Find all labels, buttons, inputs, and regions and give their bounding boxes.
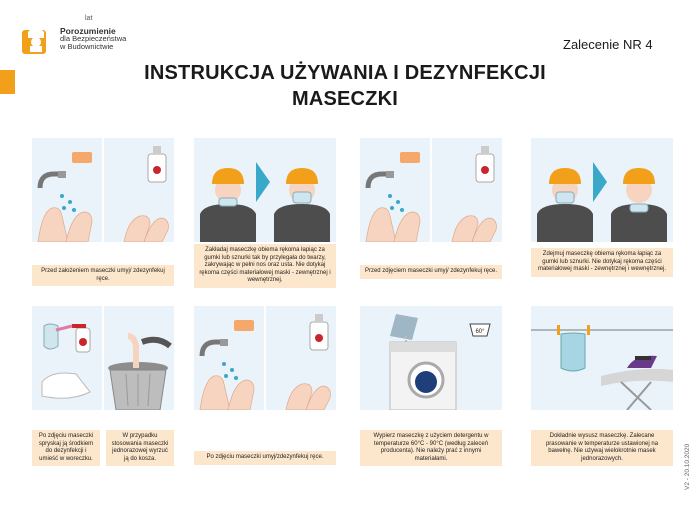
- org-name-line3: w Budownictwie: [60, 42, 114, 51]
- step2-illustration: [194, 138, 336, 242]
- title-line2: MASECZKI: [291, 88, 399, 110]
- step1-illustration: [32, 138, 174, 242]
- worker-icon: [611, 168, 667, 242]
- soap-icon: [234, 320, 254, 331]
- worker-icon: [274, 168, 330, 242]
- recommendation-number: Zalecenie NR 4: [563, 37, 653, 52]
- step8-illustration: [531, 306, 673, 410]
- step7-caption: Wypierz maseczkę z użyciem detergentu w temperaturze 60°C - 90°C (według zaleceń producenta). Nie należy prać z innymi materiałami.: [360, 430, 502, 466]
- faucet-icon: [202, 339, 228, 356]
- step7-illustration: [360, 306, 502, 410]
- water-drops-icon: [222, 362, 238, 380]
- faucet-icon: [368, 171, 394, 188]
- soap-icon: [72, 152, 92, 163]
- step6-caption: Po zdjęciu maseczki umyj/zdezynfekuj ręce.: [194, 451, 336, 465]
- step4-caption: Zdejmuj maseczkę obiema rękoma łapiąc za gumki lub sznurki. Nie dotykaj rękoma części materiałowej maski - zewnętrznej i wewnętrznej.: [531, 248, 673, 277]
- step3-caption: Przed zdjęciem maseczki umyj/ zdezynfekuj ręce.: [360, 265, 502, 279]
- bin-icon: [108, 336, 170, 410]
- wash-60-icon: [470, 324, 490, 336]
- org-name-line1: Porozumienie: [60, 26, 116, 36]
- sanitizer-icon: [148, 146, 166, 182]
- accent-tab: [0, 70, 15, 94]
- step8-caption: Dokładnie wysusz maseczkę. Zalecane prasowanie w temperaturze ustawionej na bawełnę. Nie używaj wielokrotnie masek jednorazowych.: [531, 430, 673, 466]
- step1-caption: Przed założeniem maseczki umyj/ zdezynfekuj ręce.: [32, 265, 174, 286]
- mask-icon: [44, 324, 58, 349]
- page-title: [110, 60, 580, 112]
- sanitizer-icon: [310, 314, 328, 350]
- worker-icon: [200, 168, 256, 242]
- water-drops-icon: [60, 194, 76, 212]
- step6-illustration: [194, 306, 336, 410]
- step5a-caption: Po zdjęciu maseczki spryskaj ją środkiem do dezynfekcji i umieść w woreczku.: [32, 430, 100, 466]
- step2-caption: Zakładaj maseczkę obiema rękoma łapiąc za gumki lub sznurki tak by przylegała do twarzy, zakrywając w pełni nos oraz usta. Nie dotykaj rękoma części materiałowej maski - zewnętrznej i wewnętrznej.: [194, 244, 336, 288]
- step5b-caption: W przypadku stosowania maseczki jednorazowej wyrzuć ją do kosza.: [106, 430, 174, 466]
- water-drops-icon: [388, 194, 404, 212]
- org-years: lat: [85, 15, 93, 22]
- version-date: V2 - 20.10.2020: [684, 443, 691, 490]
- arrow-icon: [256, 162, 270, 202]
- faucet-icon: [40, 171, 66, 188]
- soap-icon: [400, 152, 420, 163]
- bag-icon: [42, 373, 90, 398]
- step5-illustration: [32, 306, 174, 410]
- spray-icon: [56, 324, 90, 352]
- clothesline-icon: [531, 325, 673, 335]
- sanitizer-icon: [476, 146, 494, 182]
- iron-icon: [627, 356, 657, 368]
- step3-illustration: [360, 138, 502, 242]
- mask-icon: [561, 333, 585, 371]
- org-name-line2: dla Bezpieczeństwa: [60, 34, 127, 43]
- washing-machine-icon: [390, 342, 456, 410]
- title-line1: INSTRUKCJA UŻYWANIA I DEZYNFEKCJI: [144, 62, 546, 84]
- arrow-icon: [593, 162, 607, 202]
- logo-icon: [20, 22, 52, 56]
- step4-illustration: [531, 138, 673, 242]
- organization-name: [60, 15, 127, 51]
- svg-text:60°: 60°: [475, 329, 485, 335]
- ironing-board-icon: [601, 369, 673, 410]
- worker-icon: [537, 168, 593, 242]
